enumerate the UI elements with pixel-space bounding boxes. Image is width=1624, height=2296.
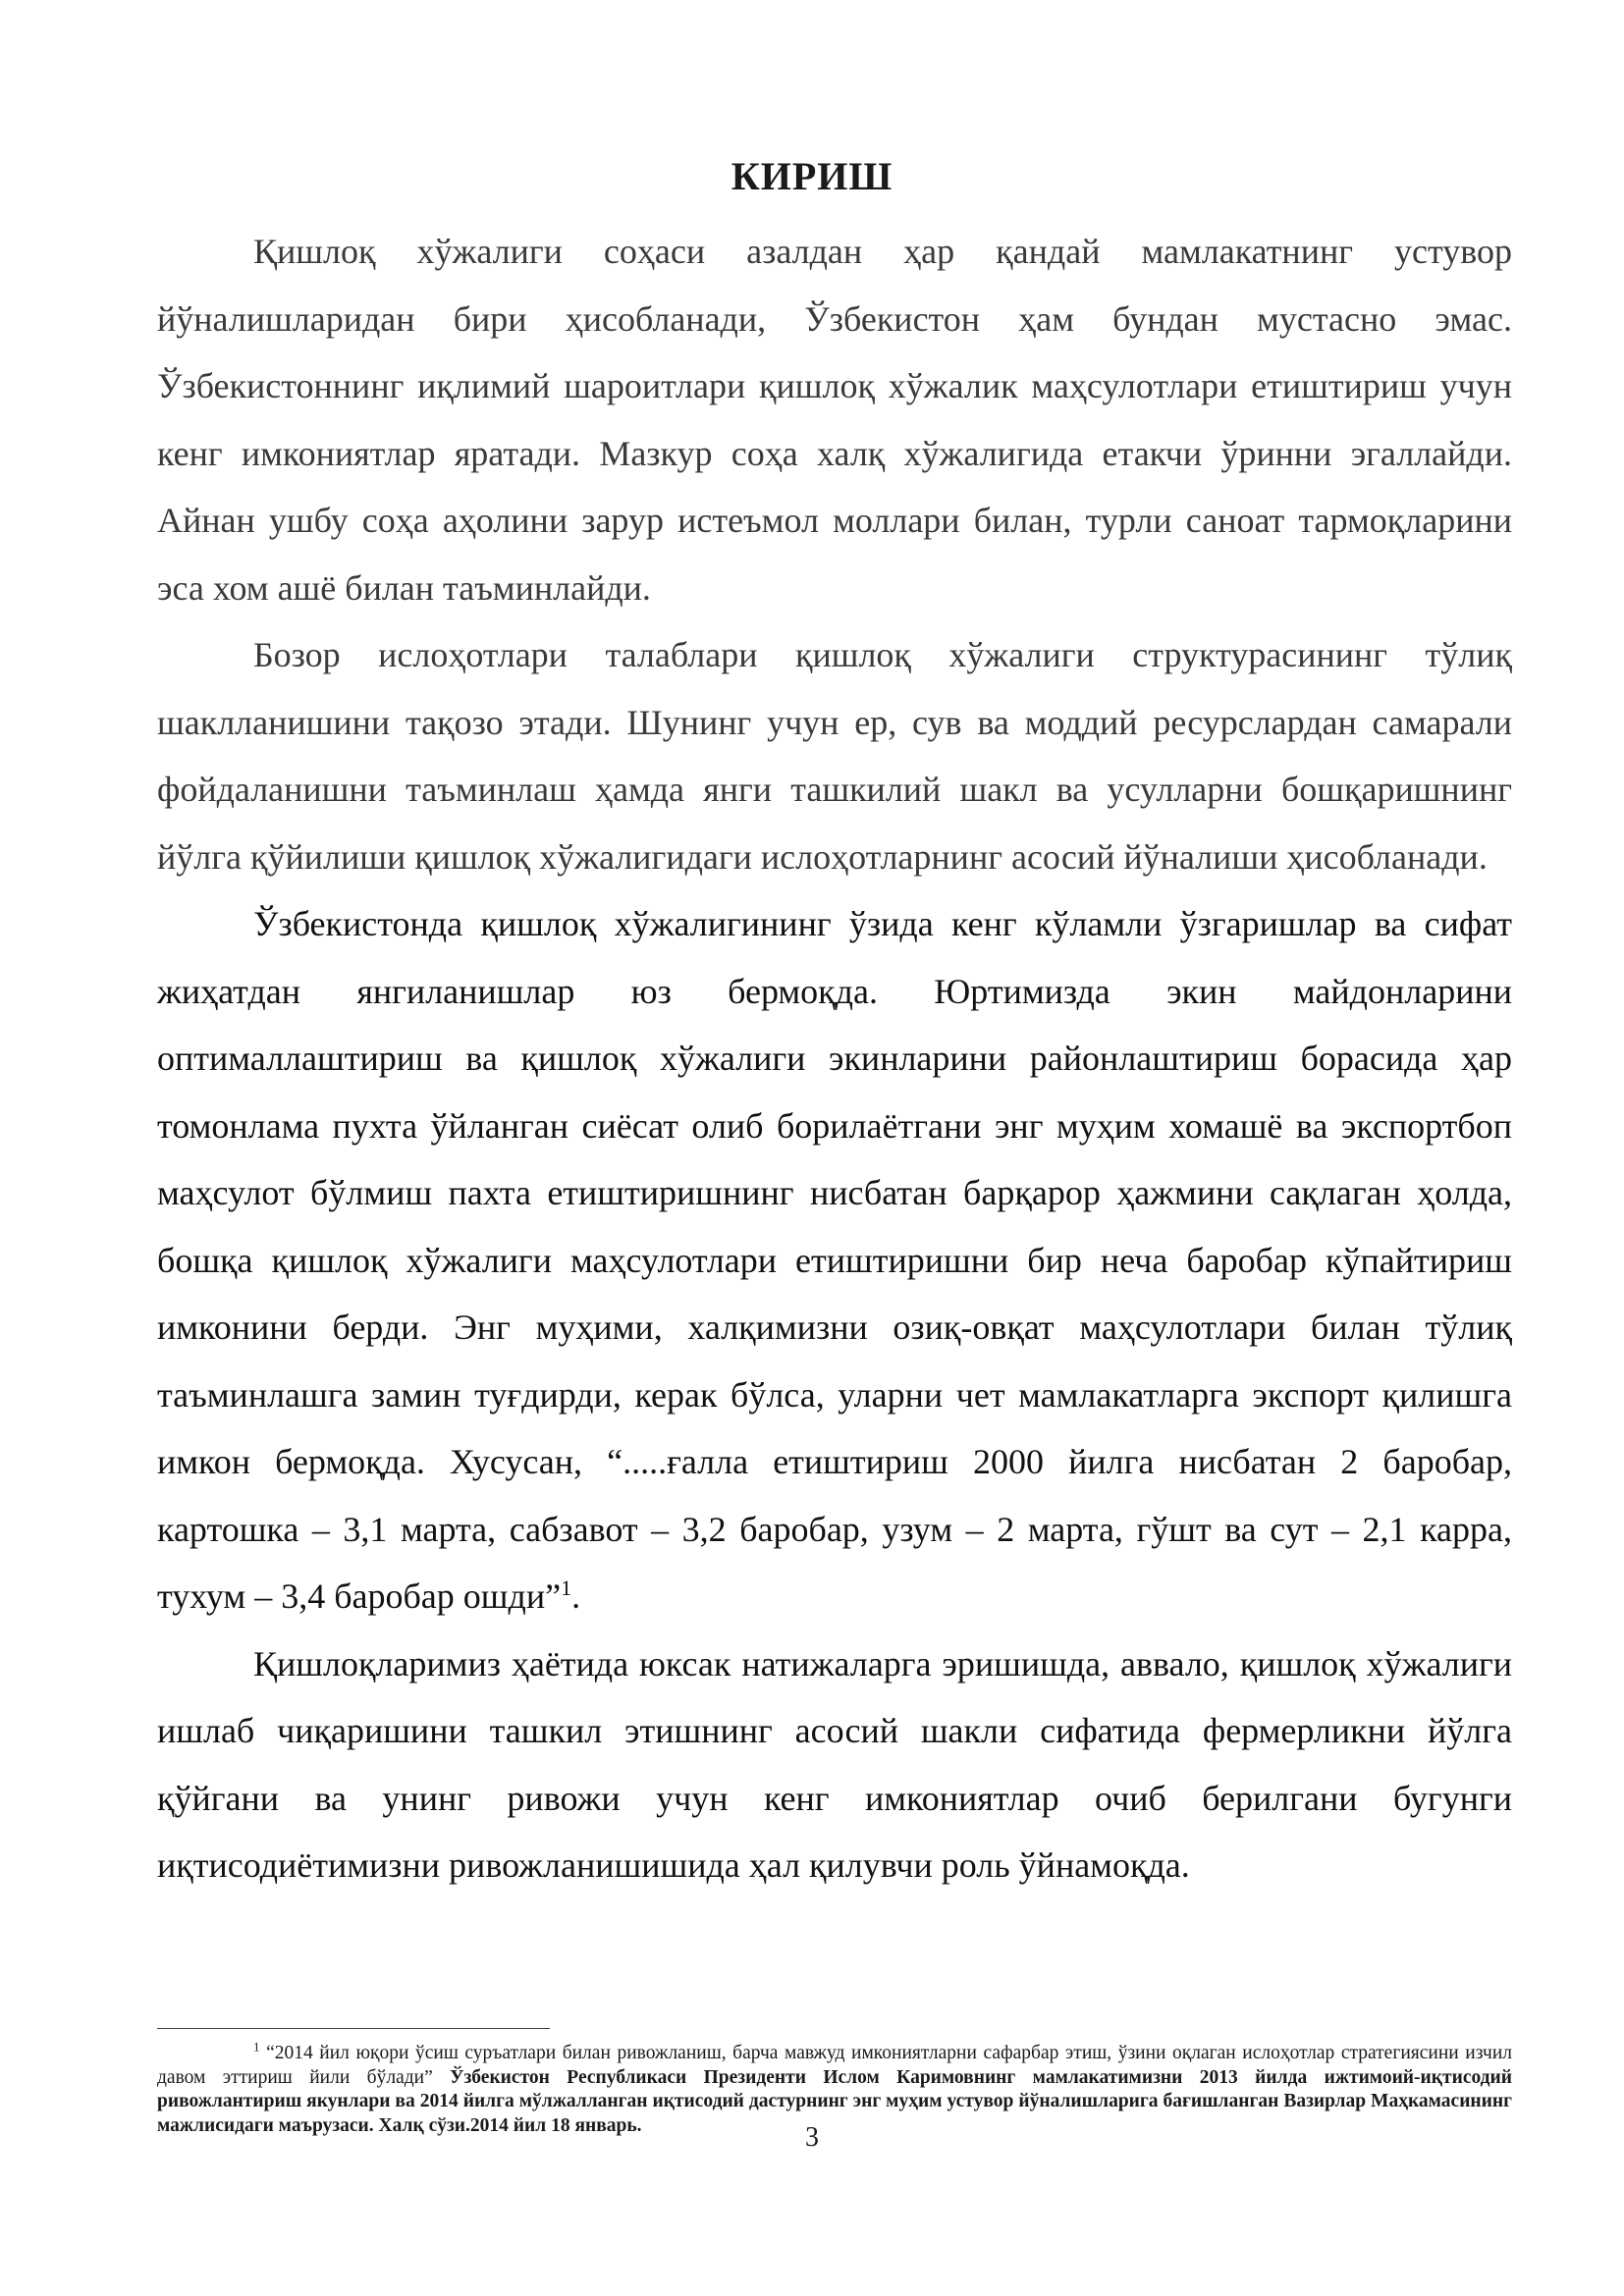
footnote-marker: 1 xyxy=(253,2039,260,2055)
paragraph-3-end: . xyxy=(571,1576,581,1616)
section-heading: КИРИШ xyxy=(731,154,893,198)
page-number: 3 xyxy=(805,2122,819,2153)
paragraph-1: Қишлоқ хўжалиги соҳаси азалдан ҳар қандай мамлакатнинг устувор йўналишларидан бири ҳисобланади, Ўзбекистон ҳам бундан мустасно эмас. Ўзбекистоннинг иқлимий шароитлари қишлоқ хўжалик маҳсулотлари етиштириш учун кенг имкониятлар яратади. Мазкур соҳа халқ хўжалигида етакчи ўринни эгаллайди. Айнан ушбу соҳа аҳолини зарур истеъмол моллари билан, турли саноат тармоқларини эса хом ашё билан таъминлайди. xyxy=(157,232,1512,608)
paragraph-4: Қишлоқларимиз ҳаётида юксак натижаларга эришишда, аввало, қишлоқ хўжалиги ишлаб чиқаришини ташкил этишнинг асосий шакли сифатида фермерликни йўлга қўйгани ва унинг ривожи учун кенг имкониятлар очиб берилгани бугунги иқтисодиётимизни ривожланишишида ҳал қилувчи роль ўйнамоқда. xyxy=(157,1643,1512,1885)
footnote-source: Ўзбекистон Республикаси Президенти Ислом Каримовнинг мамлакатимизни 2013 йилда ижтимоий-иқтисодий ривожлантириш якунлари ва 2014 йилга мўлжалланган иқтисодий дастурнинг энг муҳим устувор йўналишларига бағишланган Вазирлар Маҳкамасининг мажлисидаги маърузаси. Халқ сўзи.2014 йил 18 январь. xyxy=(157,2066,1513,2136)
paragraph-2: Бозор ислоҳотлари талаблари қишлоқ хўжалиги структурасининг тўлиқ шаклланишини тақозо этади. Шунинг учун ер, сув ва моддий ресурслардан самарали фойдаланишни таъминлаш ҳамда янги ташкилий шакл ва усулларни бошқаришнинг йўлга қўйилиши қишлоқ хўжалигидаги ислоҳотларнинг асосий йўналиши ҳисобланади. xyxy=(157,635,1512,877)
paragraph-3-text: Ўзбекистонда қишлоқ хўжалигининг ўзида кенг кўламли ўзгаришлар ва сифат жиҳатдан янгиланишлар юз бермоқда. Юртимизда экин майдонларини оптималлаштириш ва қишлоқ хўжалиги экинларини районлаштириш борасида ҳар томонлама пухта ўйланган сиёсат олиб борилаётгани энг муҳим хомашё ва экспортбоп маҳсулот бўлмиш пахта етиштиришнинг нисбатан барқарор ҳажмини сақлаган ҳолда, бошқа қишлоқ хўжалиги маҳсулотлари етиштиришни бир неча баробар кўпайтириш имконини берди. Энг муҳими, халқимизни озиқ-овқат маҳсулотлари билан тўлиқ таъминлашга замин туғдирди, керак бўлса, уларни чет мамлакатларга экспорт қилишга имкон бермоқда. Хусусан, “.....ғалла етиштириш 2000 йилга нисбатан 2 баробар, картошка – 3,1 марта, сабзавот – 3,2 баробар, узум – 2 марта, гўшт ва сут – 2,1 карра, тухум – 3,4 баробар ошди” xyxy=(157,904,1512,1616)
paragraph-3 xyxy=(157,890,1512,1630)
footnote-separator xyxy=(157,2028,550,2029)
footnote-reference[interactable]: 1 xyxy=(561,1575,572,1600)
body-text xyxy=(157,218,1512,1899)
footnote-quote: “2014 йил юқори ўсиш суръатлари билан ривожланиш, барча мавжуд имкониятларни сафарбар этиш, ўзини оқлаган ислоҳотлар стратегиясини изчил давом эттириш йили бўлади” xyxy=(157,2043,1512,2088)
